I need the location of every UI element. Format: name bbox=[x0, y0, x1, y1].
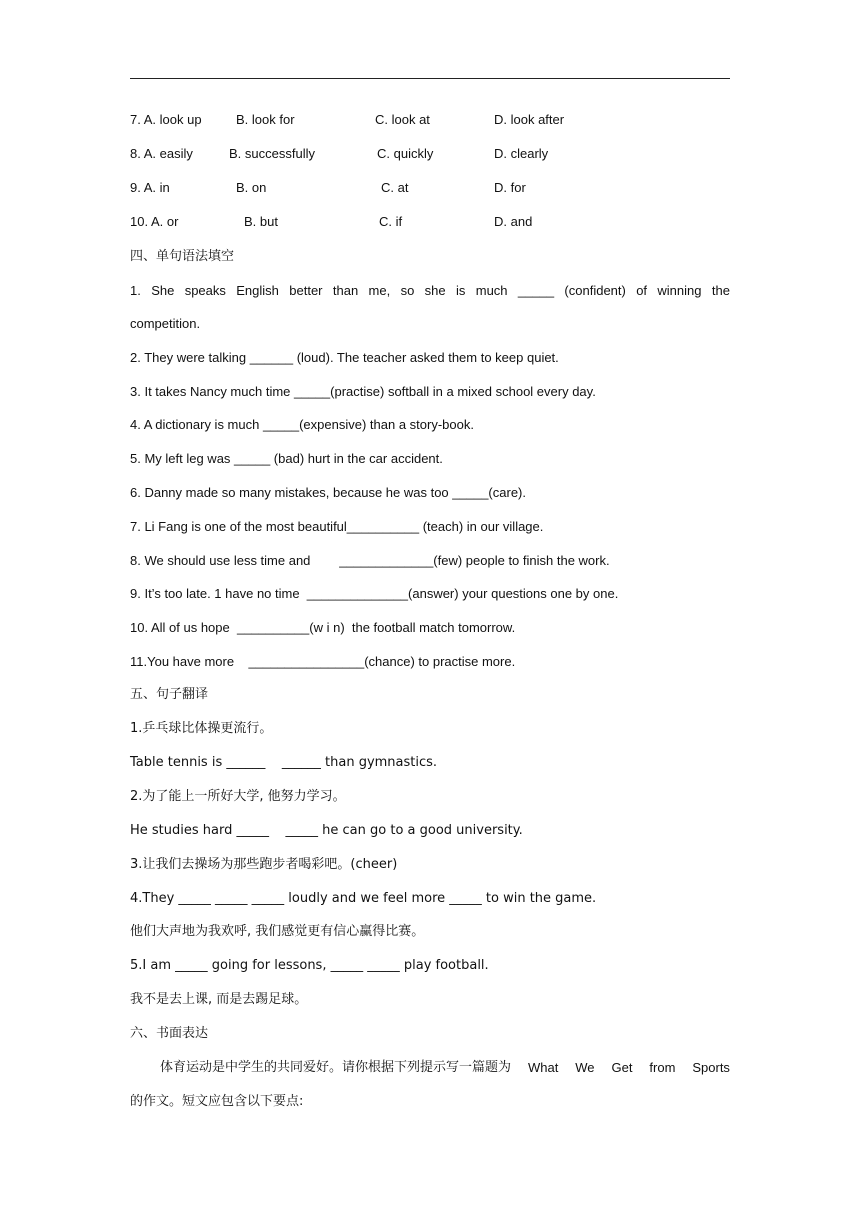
option-c-q10: C. if bbox=[379, 214, 403, 229]
prompt-word: from bbox=[649, 1060, 676, 1075]
grammar-question-7: 7. Li Fang is one of the most beautiful__________ (teach) in our village. bbox=[130, 519, 544, 534]
translation-line: 2.为了能上一所好大学, 他努力学习。 bbox=[130, 789, 346, 804]
section-4-heading: 四、单句语法填空 bbox=[130, 249, 235, 264]
translation-line: He studies hard _____ _____ he can go to a good university. bbox=[130, 823, 523, 838]
writing-prompt-line-2: 的作文。短文应包含以下要点: bbox=[130, 1094, 304, 1109]
grammar-question-2: 2. They were talking ______ (loud). The teacher asked them to keep quiet. bbox=[130, 350, 559, 365]
q1-word: English bbox=[236, 283, 279, 298]
q1-word: so bbox=[400, 283, 415, 298]
option-b-q10: B. but bbox=[244, 214, 278, 229]
option-d-q10: D. and bbox=[494, 214, 533, 229]
translation-line: 1.乒乓球比体操更流行。 bbox=[130, 721, 273, 736]
q1-word: than bbox=[332, 283, 359, 298]
translation-line: 我不是去上课, 而是去踢足球。 bbox=[130, 992, 308, 1007]
grammar-question-10: 10. All of us hope __________(w i n) the football match tomorrow. bbox=[130, 620, 516, 635]
grammar-question-3: 3. It takes Nancy much time _____(practise) softball in a mixed school every day. bbox=[130, 384, 596, 399]
option-c-q7: C. look at bbox=[375, 112, 430, 127]
q1-word: 1. bbox=[130, 283, 141, 298]
option-d-q8: D. clearly bbox=[494, 146, 549, 161]
header-rule bbox=[130, 78, 730, 79]
grammar-question-9: 9. It’s too late. 1 have no time ______________(answer) your questions one by one. bbox=[130, 586, 619, 601]
section-6-heading: 六、书面表达 bbox=[130, 1026, 209, 1041]
writing-prompt-line-1 bbox=[160, 1059, 730, 1077]
option-b-q9: B. on bbox=[236, 180, 267, 195]
option-c-q9: C. at bbox=[381, 180, 409, 195]
prompt-word: We bbox=[575, 1060, 595, 1075]
option-a-q7: 7. A. look up bbox=[130, 112, 202, 127]
q1-word: _____ bbox=[517, 283, 555, 298]
grammar-question-11: 11.You have more ________________(chance) to practise more. bbox=[130, 654, 516, 669]
translation-line: 他们大声地为我欢呼, 我们感觉更有信心赢得比赛。 bbox=[130, 924, 425, 939]
option-a-q9: 9. A. in bbox=[130, 180, 170, 195]
translation-line: 5.I am _____ going for lessons, _____ _____ play football. bbox=[130, 958, 489, 973]
option-d-q7: D. look after bbox=[494, 112, 565, 127]
q1-word: (confident) bbox=[564, 283, 626, 298]
option-b-q7: B. look for bbox=[236, 112, 295, 127]
grammar-question-5: 5. My left leg was _____ (bad) hurt in the car accident. bbox=[130, 451, 443, 466]
q1-word: winning bbox=[657, 283, 702, 298]
q1-word: she bbox=[424, 283, 446, 298]
grammar-question-1-continuation: competition. bbox=[130, 316, 201, 331]
grammar-question-4: 4. A dictionary is much _____(expensive) than a story-book. bbox=[130, 417, 474, 432]
q1-word: speaks bbox=[184, 283, 226, 298]
grammar-question-8: 8. We should use less time and _____________(few) people to finish the work. bbox=[130, 553, 610, 568]
prompt-word: Get bbox=[611, 1060, 633, 1075]
section-5-heading: 五、句子翻译 bbox=[130, 687, 209, 702]
q1-word: much bbox=[475, 283, 508, 298]
grammar-question-1 bbox=[130, 282, 730, 300]
prompt-word: Sports bbox=[692, 1060, 730, 1075]
prompt-word: 体育运动是中学生的共同爱好。请你根据下列提示写一篇题为 bbox=[160, 1060, 512, 1075]
option-d-q9: D. for bbox=[494, 180, 526, 195]
prompt-word: What bbox=[527, 1060, 559, 1075]
grammar-question-6: 6. Danny made so many mistakes, because he was too _____(care). bbox=[130, 485, 526, 500]
q1-word: better bbox=[289, 283, 323, 298]
option-b-q8: B. successfully bbox=[229, 146, 315, 161]
option-a-q10: 10. A. or bbox=[130, 214, 179, 229]
q1-word: of bbox=[636, 283, 648, 298]
option-a-q8: 8. A. easily bbox=[130, 146, 193, 161]
option-c-q8: C. quickly bbox=[377, 146, 434, 161]
translation-line: 3.让我们去操场为那些跑步者喝彩吧。(cheer) bbox=[130, 857, 398, 872]
q1-word: is bbox=[456, 283, 466, 298]
translation-line: Table tennis is ______ ______ than gymnastics. bbox=[130, 755, 438, 770]
q1-word: the bbox=[711, 283, 730, 298]
translation-line: 4.They _____ _____ _____ loudly and we feel more _____ to win the game. bbox=[130, 891, 597, 906]
q1-word: She bbox=[151, 283, 175, 298]
q1-word: me, bbox=[368, 283, 391, 298]
